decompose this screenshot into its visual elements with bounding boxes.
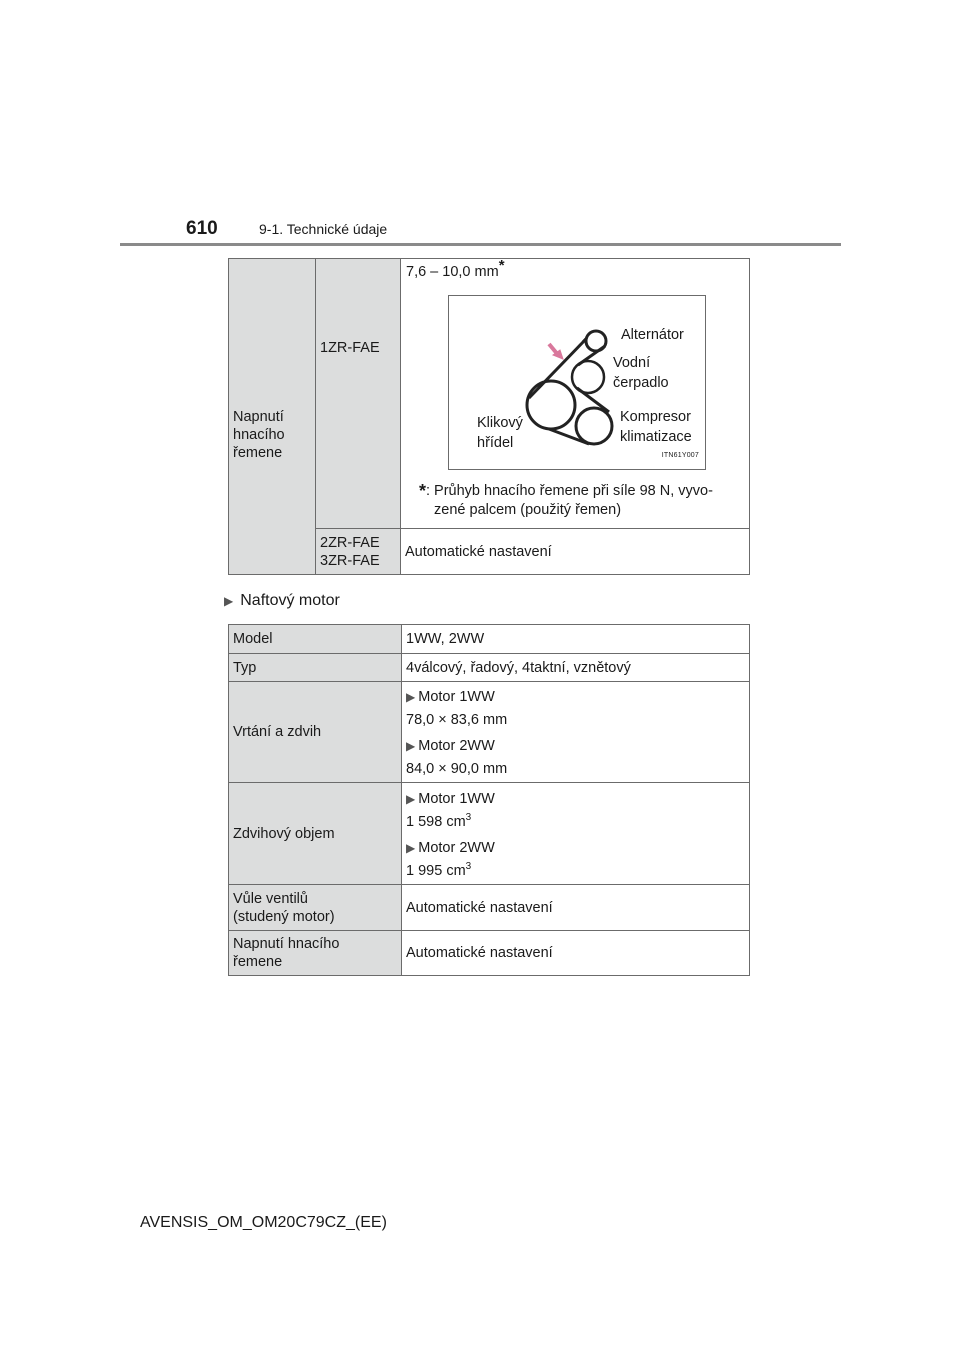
- diesel-spec-table: [228, 624, 750, 976]
- disp-unit-sup-2: 3: [465, 860, 472, 872]
- footnote-line-1: Průhyb hnacího řemene při síle 98 N, vyvo-: [434, 483, 713, 499]
- label-pump-2: čerpadlo: [613, 375, 669, 391]
- row-value-belt-tension: Automatické nastavení: [402, 931, 750, 976]
- label-alternator: Alternátor: [621, 327, 684, 343]
- footnote-line-2: zené palcem (použitý řemen): [434, 502, 622, 518]
- disp-value-1ww: [406, 813, 745, 831]
- row-label-displacement: Zdvihový objem: [229, 783, 402, 885]
- bore-bullet-2ww-text: Motor 2WW: [418, 738, 495, 754]
- belt-label-line-2: řemene: [233, 954, 283, 970]
- valve-label-line-1: Vůle ventilů: [233, 890, 308, 907]
- disp-bullet-1ww: [406, 790, 745, 808]
- deflection-text: 7,6 – 10,0 mm: [406, 264, 499, 280]
- diesel-subheading: [224, 592, 340, 610]
- document-code-footer: AVENSIS_OM_OM20C79CZ_(EE): [140, 1214, 387, 1231]
- label-crankshaft-1: Klikový: [477, 415, 523, 431]
- triangle-bullet-icon: ▶: [224, 594, 234, 608]
- row-label-bore-stroke: Vrtání a zdvih: [229, 682, 402, 783]
- belt-diagram: [448, 295, 706, 470]
- row-value-model: 1WW, 2WW: [402, 625, 750, 654]
- header-rule: [120, 243, 841, 246]
- row-value-valve-clearance: Automatické nastavení: [402, 885, 750, 931]
- label-compressor-1: Kompresor: [620, 409, 691, 425]
- footnote-colon: :: [426, 483, 431, 499]
- triangle-bullet-icon: ▶: [406, 791, 416, 806]
- auto-adjust-value: Automatické nastavení: [405, 543, 552, 560]
- deflection-footnote: [419, 482, 745, 520]
- row-label-belt-tension: [229, 931, 402, 976]
- figure-code: ITN61Y007: [661, 452, 699, 459]
- disp-value-1ww-text: 1 598 cm: [406, 813, 466, 830]
- section-title: 9-1. Technické údaje: [259, 221, 388, 237]
- footnote-asterisk: *: [419, 481, 427, 501]
- disp-value-2ww: [406, 862, 745, 880]
- row-value-type: 4válcový, řadový, 4taktní, vznětový: [402, 654, 750, 682]
- bore-value-2ww: 84,0 × 90,0 mm: [406, 761, 508, 777]
- diesel-subheading-text: Naftový motor: [240, 592, 340, 609]
- label-pump-1: Vodní: [613, 355, 651, 371]
- bore-bullet-1ww: [406, 688, 745, 706]
- auto-adjust-cell: [401, 529, 750, 575]
- engine-3zr: 3ZR-FAE: [320, 552, 380, 569]
- row-label-type: Typ: [229, 654, 402, 682]
- belt-tension-label: [229, 259, 316, 575]
- disp-unit-sup-1: 3: [465, 811, 472, 823]
- triangle-bullet-icon: ▶: [406, 739, 416, 753]
- bore-bullet-2ww: [406, 737, 745, 755]
- row-value-bore-stroke: [402, 682, 750, 783]
- row-label-model: Model: [229, 625, 402, 654]
- deflection-asterisk: *: [498, 257, 505, 274]
- disp-value-2ww-text: 1 995 cm: [406, 862, 466, 879]
- triangle-bullet-icon: ▶: [406, 690, 416, 704]
- gasoline-belt-table: [228, 258, 750, 575]
- triangle-bullet-icon: ▶: [406, 840, 416, 855]
- page-number: 610: [186, 218, 218, 239]
- disp-bullet-1ww-text: Motor 1WW: [418, 790, 495, 807]
- engine-2zr-3zr-cell: [316, 529, 401, 575]
- valve-label-line-2: (studený motor): [233, 908, 335, 925]
- disp-bullet-2ww-text: Motor 2WW: [418, 839, 495, 856]
- engine-2zr: 2ZR-FAE: [320, 534, 380, 551]
- belt-tension-label-text: Napnutí hnacího řemene: [233, 408, 285, 461]
- belt-label-line-1: Napnutí hnacího: [233, 936, 340, 952]
- row-label-valve-clearance: [229, 885, 402, 931]
- engine-1zr: 1ZR-FAE: [320, 340, 380, 356]
- label-compressor-2: klimatizace: [620, 429, 692, 445]
- bore-bullet-1ww-text: Motor 1WW: [418, 689, 495, 705]
- belt-deflection-cell: [401, 259, 750, 529]
- label-crankshaft-2: hřídel: [477, 435, 514, 451]
- bore-value-1ww: 78,0 × 83,6 mm: [406, 712, 508, 728]
- belt-deflection-value: [406, 257, 745, 281]
- row-value-displacement: [402, 783, 750, 885]
- engine-1zr-cell: [316, 259, 401, 529]
- disp-bullet-2ww: [406, 839, 745, 857]
